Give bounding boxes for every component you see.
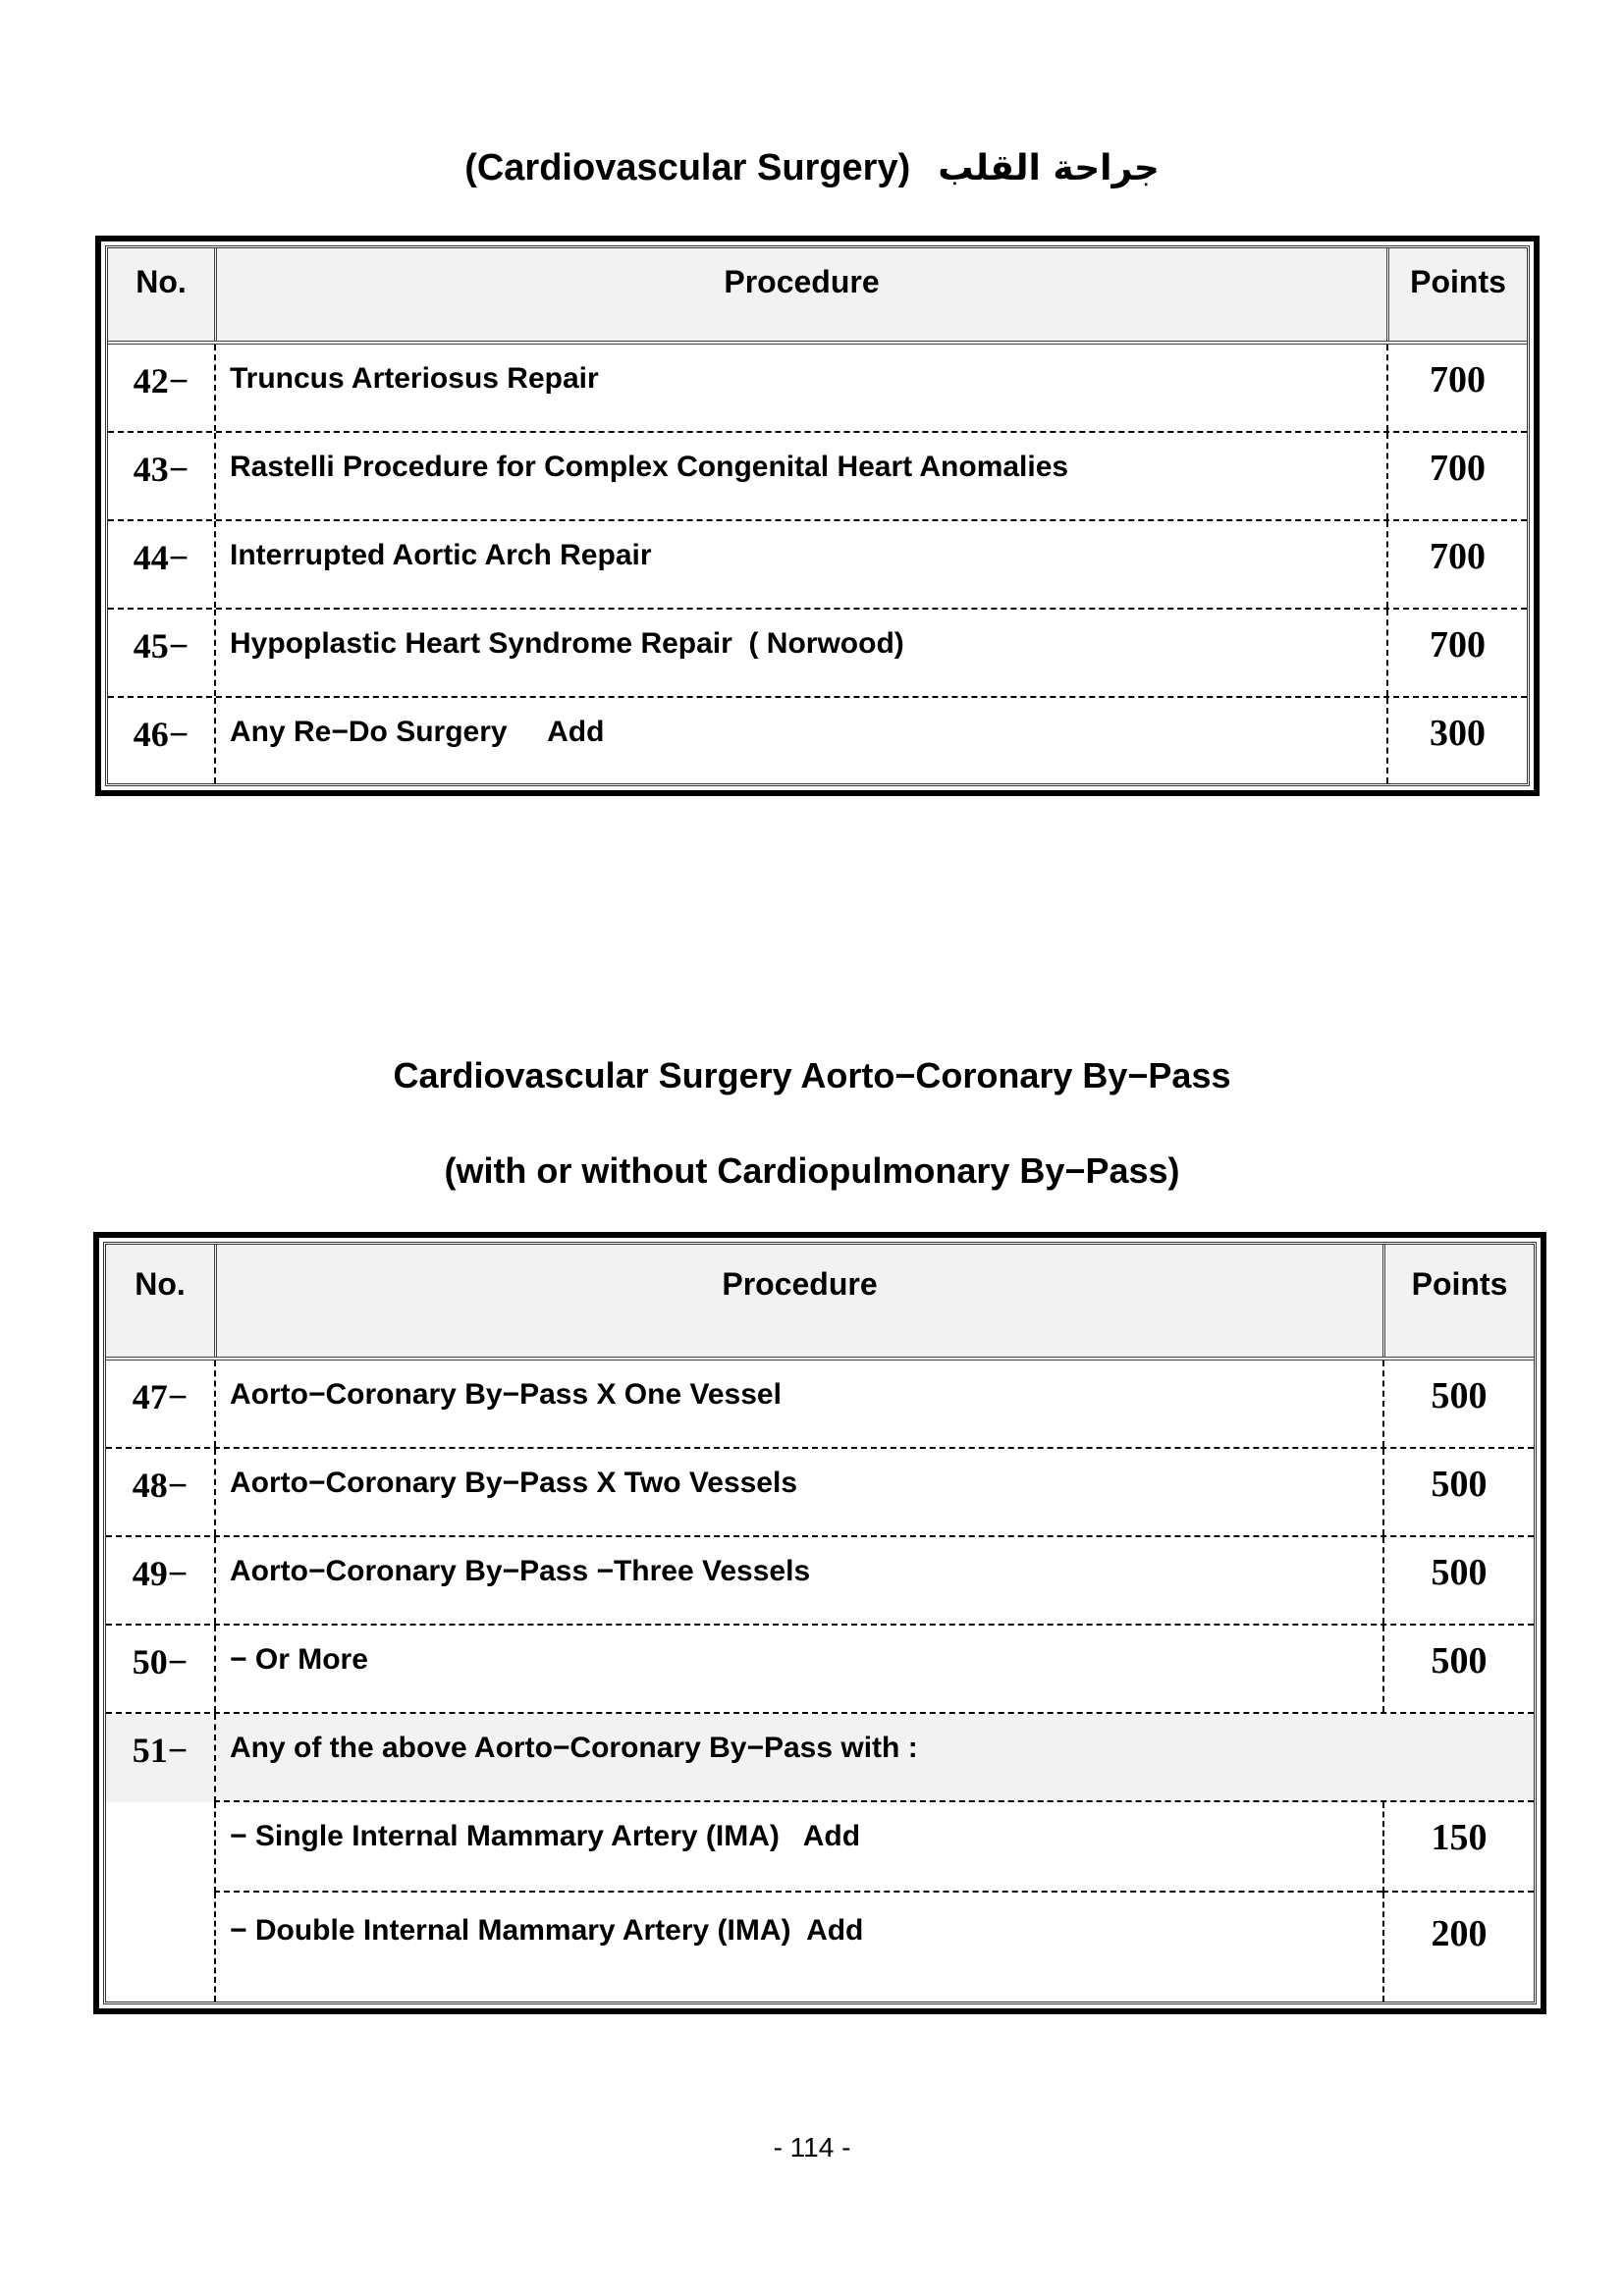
row-procedure: − Double Internal Mammary Artery (IMA) Add bbox=[214, 1893, 1382, 2002]
sub-row bbox=[106, 1893, 1534, 2002]
table-header-row bbox=[108, 248, 1527, 345]
table-row bbox=[106, 1449, 1534, 1537]
header-points: Points bbox=[1386, 248, 1527, 341]
row-no: 45− bbox=[133, 626, 189, 666]
header-procedure: Procedure bbox=[214, 248, 1386, 341]
section2-title-line1: Cardiovascular Surgery Aorto−Coronary By−Pass bbox=[393, 1055, 1231, 1095]
row-procedure: − Single Internal Mammary Artery (IMA) Add bbox=[214, 1802, 1382, 1893]
row-points: 700 bbox=[1386, 433, 1527, 519]
row-procedure: Any Re−Do Surgery Add bbox=[214, 698, 1386, 783]
row-points: 500 bbox=[1382, 1361, 1534, 1447]
table-header-row bbox=[106, 1245, 1534, 1361]
sub-row bbox=[106, 1802, 1534, 1893]
row-points: 700 bbox=[1386, 610, 1527, 696]
group-row bbox=[106, 1714, 1534, 1802]
row-points: 300 bbox=[1386, 698, 1527, 783]
row-points: 200 bbox=[1382, 1893, 1534, 2002]
row-no: 47− bbox=[132, 1377, 189, 1416]
row-procedure: Aorto−Coronary By−Pass −Three Vessels bbox=[214, 1537, 1382, 1624]
header-no: No. bbox=[135, 264, 187, 299]
row-procedure: Interrupted Aortic Arch Repair bbox=[214, 521, 1386, 608]
row-no: 51− bbox=[132, 1731, 189, 1770]
aorto-coronary-bypass-table bbox=[93, 1232, 1546, 2014]
row-procedure: Aorto−Coronary By−Pass X One Vessel bbox=[214, 1361, 1382, 1447]
row-no: 46− bbox=[133, 715, 189, 754]
row-no: 43− bbox=[133, 450, 189, 489]
row-points: 500 bbox=[1382, 1626, 1534, 1712]
row-points: 500 bbox=[1382, 1537, 1534, 1624]
table-row bbox=[106, 1361, 1534, 1449]
row-points: 150 bbox=[1382, 1802, 1534, 1893]
table-row bbox=[108, 698, 1527, 783]
table-row bbox=[108, 521, 1527, 610]
table-row bbox=[106, 1626, 1534, 1714]
row-no: 50− bbox=[132, 1642, 189, 1682]
table-frame bbox=[105, 245, 1530, 786]
table-row bbox=[108, 610, 1527, 698]
row-procedure: Truncus Arteriosus Repair bbox=[214, 345, 1386, 431]
row-points: 700 bbox=[1386, 521, 1527, 608]
row-points: 500 bbox=[1382, 1449, 1534, 1535]
header-procedure: Procedure bbox=[214, 1245, 1382, 1357]
row-procedure: Hypoplastic Heart Syndrome Repair ( Norwood) bbox=[214, 610, 1386, 696]
row-procedure: Aorto−Coronary By−Pass X Two Vessels bbox=[214, 1449, 1382, 1535]
section1-title-ar: جراحة القلب bbox=[938, 148, 1160, 188]
section2-title-line2: (with or without Cardiopulmonary By−Pass) bbox=[444, 1150, 1180, 1191]
cardiovascular-surgery-table bbox=[95, 236, 1540, 796]
table-row bbox=[108, 345, 1527, 433]
header-no: No. bbox=[135, 1266, 186, 1302]
row-points: 700 bbox=[1386, 345, 1527, 431]
header-points: Points bbox=[1382, 1245, 1534, 1357]
table-frame bbox=[103, 1242, 1537, 2004]
row-procedure: Rastelli Procedure for Complex Congenital Heart Anomalies bbox=[214, 433, 1386, 519]
row-no: 49− bbox=[132, 1554, 189, 1593]
section1-title bbox=[0, 147, 1624, 189]
row-procedure: − Or More bbox=[214, 1626, 1382, 1712]
table-row bbox=[106, 1537, 1534, 1626]
row-no: 48− bbox=[132, 1466, 189, 1505]
table-row bbox=[108, 433, 1527, 521]
row-no: 42− bbox=[133, 361, 189, 400]
row-no: 44− bbox=[133, 538, 189, 577]
row-procedure: Any of the above Aorto−Coronary By−Pass with : bbox=[214, 1714, 1534, 1802]
section1-title-en: (Cardiovascular Surgery) bbox=[464, 147, 911, 188]
page-number: - 114 - bbox=[773, 2132, 851, 2163]
